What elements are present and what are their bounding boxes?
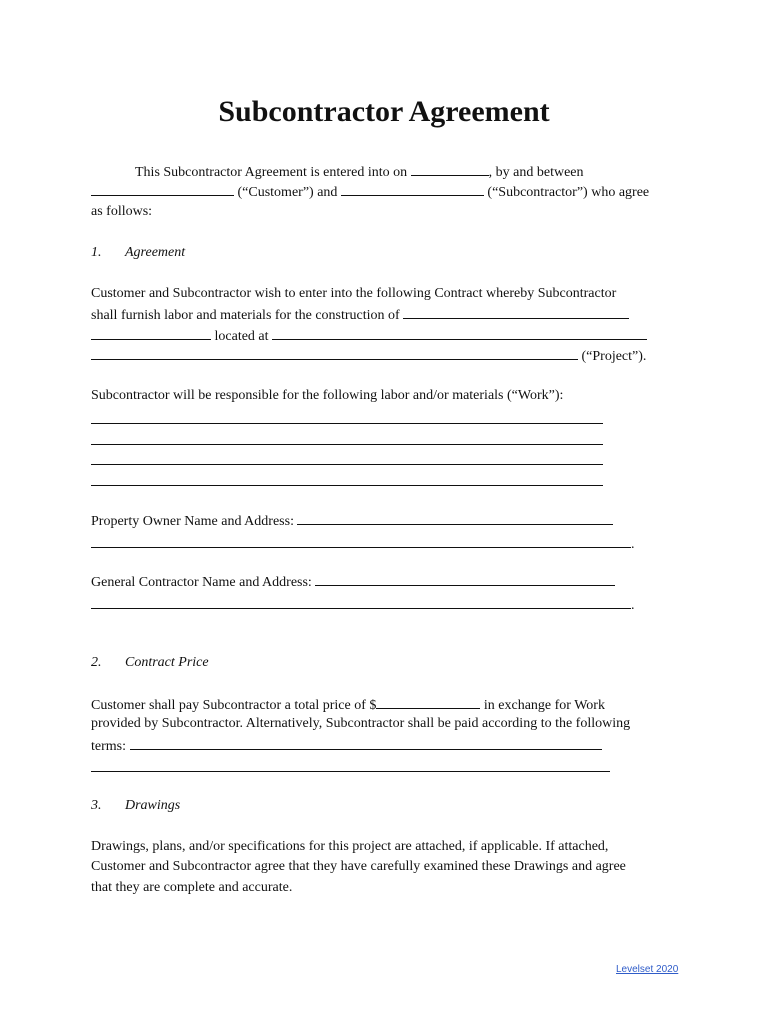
terms-blank-2[interactable] xyxy=(91,771,610,772)
section-1-para-line-3: located at xyxy=(91,325,647,347)
price-blank[interactable] xyxy=(376,694,480,709)
work-blank-3[interactable] xyxy=(91,464,603,465)
work-blank-1[interactable] xyxy=(91,423,603,424)
section-1-para-line-1: Customer and Subcontractor wish to enter into the following Contract whereby Subcontractor xyxy=(91,286,617,301)
section-3-heading: 3. Drawings xyxy=(91,798,181,813)
gc-line: General Contractor Name and Address: xyxy=(91,571,615,593)
section-2-heading: 2. Contract Price xyxy=(91,655,209,670)
intro-line-2: (“Customer”) and (“Subcontractor”) who agree xyxy=(91,181,649,203)
section-2-line-1: Customer shall pay Subcontractor a total price of $ in exchange for Work xyxy=(91,694,605,716)
gc-blank-cont[interactable] xyxy=(91,594,631,609)
section-1-para-line-2: shall furnish labor and materials for the construction of xyxy=(91,304,629,326)
owner-line-2: . xyxy=(91,533,635,555)
work-blank-4[interactable] xyxy=(91,485,603,486)
gc-line-2: . xyxy=(91,594,635,616)
intro-line-1: This Subcontractor Agreement is entered into on , by and between xyxy=(135,161,584,183)
terms-blank[interactable] xyxy=(130,735,602,750)
construction-blank-cont[interactable] xyxy=(91,325,211,340)
section-2-line-3: terms: xyxy=(91,735,602,757)
construction-blank[interactable] xyxy=(403,304,629,319)
location-blank[interactable] xyxy=(272,325,647,340)
gc-blank[interactable] xyxy=(315,571,615,586)
section-3-line-1: Drawings, plans, and/or specifications for this project are attached, if applicable. If attached, xyxy=(91,839,609,854)
section-1-heading: 1. Agreement xyxy=(91,245,186,260)
work-blank-2[interactable] xyxy=(91,444,603,445)
work-label: Subcontractor will be responsible for the following labor and/or materials (“Work”): xyxy=(91,388,564,403)
section-3-line-2: Customer and Subcontractor agree that they have carefully examined these Drawings and agree xyxy=(91,859,626,874)
date-blank[interactable] xyxy=(411,161,489,176)
location-blank-cont[interactable] xyxy=(91,345,578,360)
section-2-line-2: provided by Subcontractor. Alternatively, Subcontractor shall be paid according to the following xyxy=(91,716,631,731)
owner-blank-cont[interactable] xyxy=(91,533,631,548)
section-3-line-3: that they are complete and accurate. xyxy=(91,880,293,895)
footer-link[interactable]: Levelset 2020 xyxy=(616,964,679,975)
subcontractor-blank[interactable] xyxy=(341,181,484,196)
document-title: Subcontractor Agreement xyxy=(218,95,550,128)
owner-line: Property Owner Name and Address: xyxy=(91,510,613,532)
customer-blank[interactable] xyxy=(91,181,234,196)
owner-blank[interactable] xyxy=(297,510,613,525)
section-1-para-line-4: (“Project”). xyxy=(91,345,646,367)
intro-line-3: as follows: xyxy=(91,204,153,219)
